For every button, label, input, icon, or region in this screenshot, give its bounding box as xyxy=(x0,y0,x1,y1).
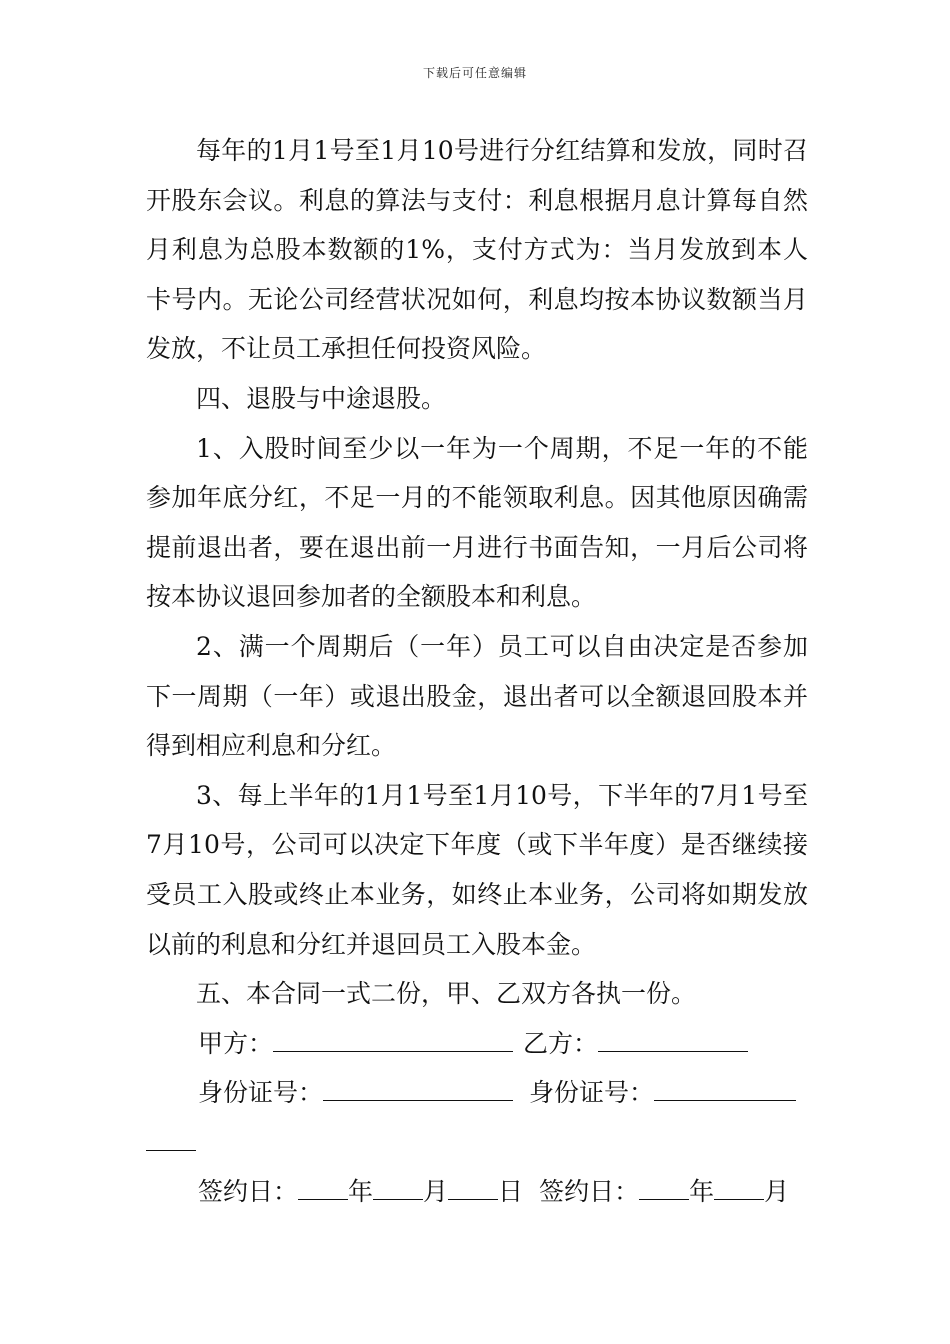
date-b-month-blank xyxy=(714,1171,764,1200)
date-b-label: 签约日： xyxy=(539,1177,640,1207)
party-a-label: 甲方： xyxy=(198,1028,274,1058)
signature-parties-line xyxy=(146,1019,808,1069)
id-b-blank-continued xyxy=(146,1122,196,1151)
date-b-year-blank xyxy=(639,1171,689,1200)
page-header-note: 下载后可任意编辑 xyxy=(422,66,527,80)
signature-id-continuation xyxy=(146,1118,808,1168)
date-a-day: 日 xyxy=(498,1177,524,1207)
date-a-month-blank xyxy=(373,1171,423,1200)
id-a-blank xyxy=(323,1072,513,1101)
date-a-year: 年 xyxy=(348,1177,374,1207)
clause-3: 3、每上半年的1月1号至1月10号，下半年的7月1号至7月10号，公司可以决定下年度（或下半年度）是否继续接受员工入股或终止本业务，如终止本业务，公司将如期发放以前的利息和分红并退回员工入股本金。 xyxy=(146,780,808,959)
id-a-label: 身份证号： xyxy=(198,1078,324,1108)
signature-id-line xyxy=(146,1068,808,1118)
party-b-label: 乙方： xyxy=(523,1028,599,1058)
paragraph-dividend-interest: 每年的1月1号至1月10号进行分红结算和发放，同时召开股东会议。利息的算法与支付：利息根据月息计算每自然月利息为总股本数额的1%，支付方式为：当月发放到本人卡号内。无论公司经营状况如何，利息均按本协议数额当月发放，不让员工承担任何投资风险。 xyxy=(146,136,808,364)
signature-date-line xyxy=(146,1167,808,1217)
party-b-blank xyxy=(598,1023,748,1052)
date-a-label: 签约日： xyxy=(198,1177,299,1207)
clause-2: 2、满一个周期后（一年）员工可以自由决定是否参加下一周期（一年）或退出股金，退出者可以全额退回股本并得到相应利息和分红。 xyxy=(146,631,808,761)
party-a-blank xyxy=(273,1023,513,1052)
clause-1: 1、入股时间至少以一年为一个周期，不足一年的不能参加年底分红，不足一月的不能领取利息。因其他原因确需提前退出者，要在退出前一月进行书面告知，一月后公司将按本协议退回参加者的全额股本和利息。 xyxy=(146,433,808,612)
date-a-day-blank xyxy=(448,1171,498,1200)
date-a-month: 月 xyxy=(423,1177,449,1207)
date-a-year-blank xyxy=(298,1171,348,1200)
section-heading-copies: 五、本合同一式二份，甲、乙双方各执一份。 xyxy=(196,979,697,1009)
date-b-month: 月 xyxy=(764,1177,790,1207)
section-heading-withdrawal: 四、退股与中途退股。 xyxy=(196,383,447,413)
id-b-label: 身份证号： xyxy=(529,1078,655,1108)
date-b-year: 年 xyxy=(689,1177,715,1207)
id-b-blank xyxy=(654,1072,796,1101)
document-body xyxy=(146,126,808,1217)
